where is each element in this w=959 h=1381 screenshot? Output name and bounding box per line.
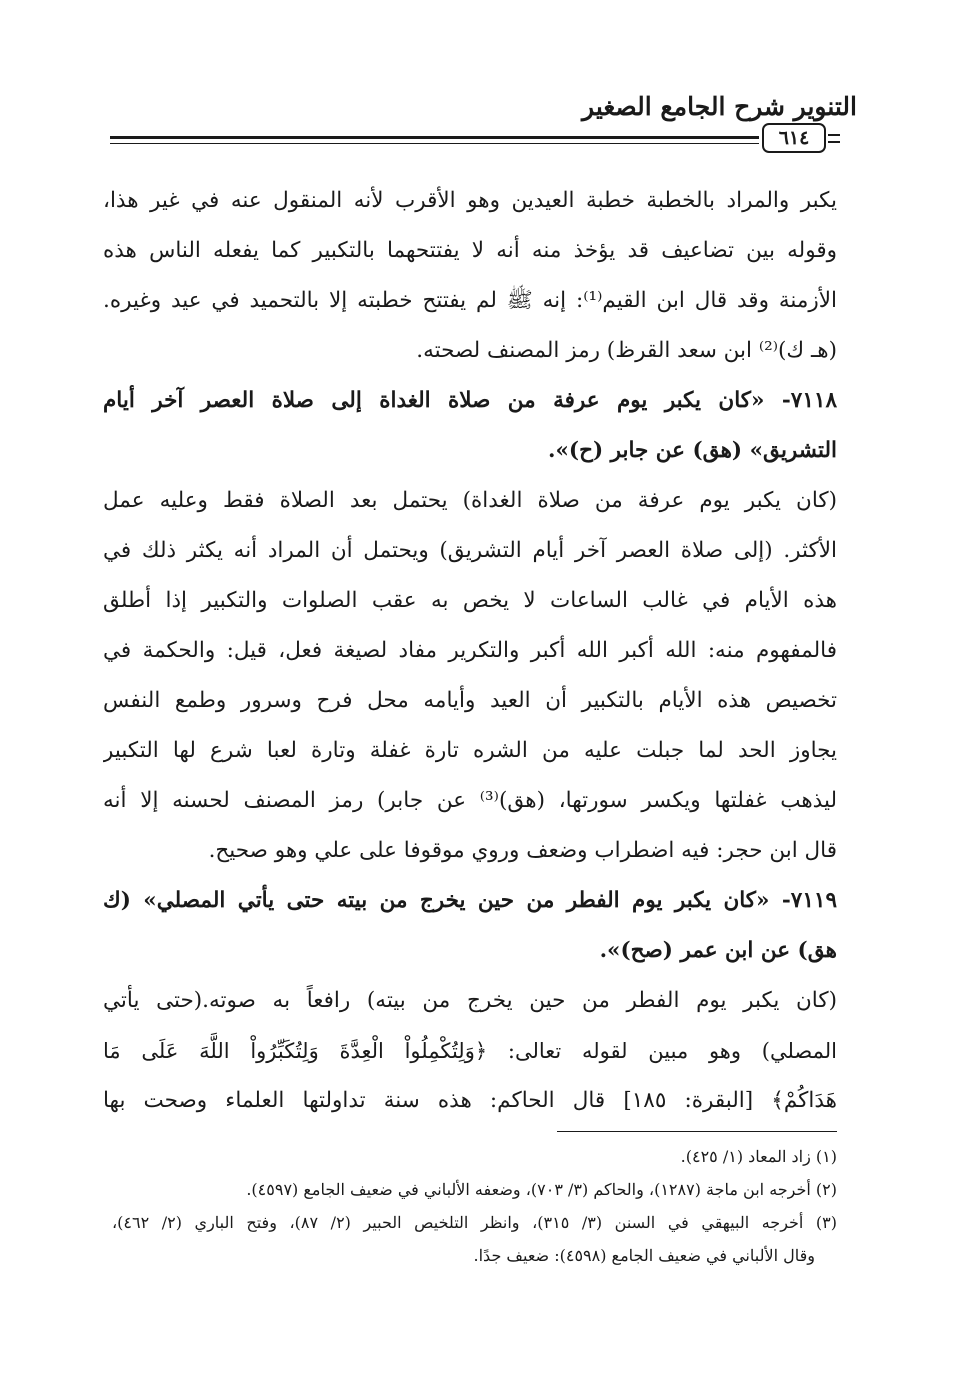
body-line: ليذهب غفلتها ويكسر سورتها، (هق)⁽³⁾ عن جابر) رمز المصنف لحسنه إلا أنه [103,788,837,813]
footnote-3: (٣) أخرجه البيهقي في السنن (٣/ ٣١٥)، وانظر التلخيص الحبير (٢/ ٨٧)، وفتح الباري (٢/ ٤٦٢)، [112,1213,837,1232]
body-line: هَدَاكُمْ﴾ [البقرة: ١٨٥] قال الحاكم: هذه سنة تداولتها العلماء وصحت بها [103,1088,837,1113]
body-line: يكبر والمراد بالخطبة خطبة العيدين وهو الأقرب لأنه المنقول عنه في غير هذا، [103,188,837,213]
footnote-2: (٢) أخرجه ابن ماجة (١٢٨٧)، والحاكم (٣/ ٧٠٣)، وضعفه الألباني في ضعيف الجامع (٤٥٩٧). [246,1180,837,1199]
page-number-tick-bottom [828,141,840,143]
body-line: (هـ ك)⁽²⁾ ابن سعد القرظ) رمز المصنف لصحته. [416,338,837,363]
footnote-separator [557,1131,837,1132]
hadith-7118-line: التشريق» (هق) عن جابر (ح)». [548,438,837,463]
body-line: هذه الأيام في غالب الساعات لا يخص به عقب الصلوات والتكبير إذا أطلق [103,588,837,613]
body-line: وقوله بين تضاعيف قد يؤخذ منه أنه لا يفتتحهما بالتكبير كما يفعله الناس هذه [103,238,837,263]
hadith-7119-line: ٧١١٩- «كان يكبر يوم الفطر من حين يخرج من بيته حتى يأتي المصلي» (ك [103,888,837,913]
body-line: تخصيص هذه الأيام بالتكبير أن العيد وأيامه محل فرح وسرور وطمع النفس [103,688,837,713]
body-line: قال ابن حجر: فيه اضطراب وضعف وروي موقوفا على علي وهو صحيح. [208,838,837,863]
footnote-3-continuation: وقال الألباني في ضعيف الجامع (٤٥٩٨): ضعيف جدًا. [473,1246,815,1265]
hadith-7119-line: هق) عن ابن عمر (صح)». [599,938,837,963]
footnotes [112,1140,837,1272]
body-line-quran: المصلي) وهو مبين لقوله تعالى: ﴿وَلِتُكْمِلُواْ الْعِدَّةَ وَلِتُكَبِّرُواْ اللَّهَ عَلَى مَا [103,1039,837,1063]
body-line: (كان يكبر يوم الفطر من حين يخرج من بيته) رافعاً به صوته.(حتى يأتي [103,988,837,1013]
header-rule-thick [110,136,759,139]
body-text [103,176,837,1126]
body-line: الأكثر. (إلى صلاة العصر آخر أيام التشريق) ويحتمل أن المراد أنه يكثر ذلك في [103,538,837,563]
page-number-tick-top [828,134,840,136]
body-line: (كان يكبر يوم عرفة من صلاة الغداة) يحتمل بعد الصلاة فقط وعليه عمل [103,488,837,513]
footnote-1: (١) زاد المعاد (١/ ٤٢٥). [680,1147,837,1166]
body-line: يجاوز الحد لما جبلت عليه من الشره تارة غفلة وتارة لعبا شرع لها التكبير [103,738,837,763]
page-number-box: ٦١٤ [762,123,826,153]
body-line: فالمفهوم منه: الله أكبر الله أكبر والتكرير مفاد لصيغة فعل، قيل: والحكمة في [103,638,837,663]
header-rule-thin [110,143,759,144]
hadith-7118-line: ٧١١٨- «كان يكبر يوم عرفة من صلاة الغداة إلى صلاة العصر آخر أيام [103,388,837,413]
running-header-title: التنوير شرح الجامع الصغير [582,92,857,121]
body-line: الأزمنة وقد قال ابن القيم⁽¹⁾: إنه ﷺ لم يفتتح خطبته إلا بالتحميد في عيد وغيره. [103,288,837,313]
